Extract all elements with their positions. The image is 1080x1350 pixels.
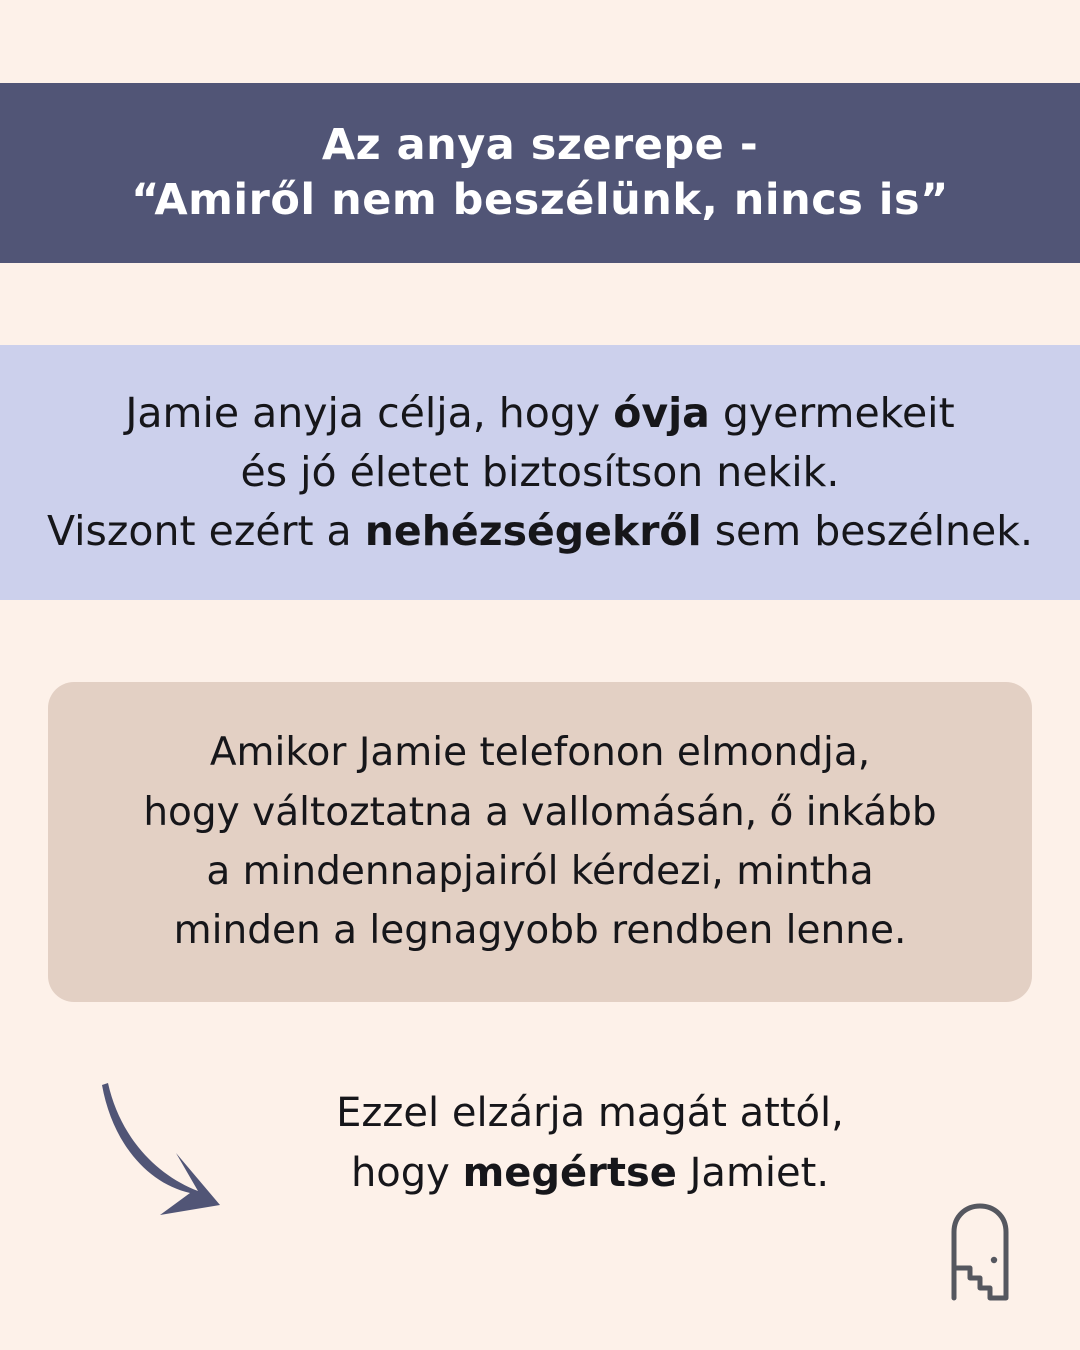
conclusion-block	[0, 1075, 1080, 1235]
statement-line-1: Jamie anyja célja, hogy óvja gyermekeit	[125, 388, 955, 437]
statement-line-3: Viszont ezért a nehézségekről sem beszélnek.	[47, 507, 1033, 556]
header-title-line-2: “Amiről nem beszélünk, nincs is”	[131, 175, 949, 225]
quote-card	[48, 682, 1032, 1002]
door-outline-logo	[946, 1202, 1018, 1302]
conclusion-line-2: hogy megértse Jamiet.	[350, 1150, 830, 1196]
quote-line-3: a mindennapjairól kérdezi, mintha	[206, 849, 874, 894]
conclusion-line-1: Ezzel elzárja magát attól,	[336, 1090, 844, 1136]
quote-line-2: hogy változtatna a vallomásán, ő inkább	[143, 789, 937, 835]
header-band	[0, 83, 1080, 263]
statement-band	[0, 345, 1080, 600]
statement-line-2: és jó életet biztosítson nekik.	[240, 447, 840, 496]
quote-line-4: minden a legnagyobb rendben lenne.	[173, 908, 907, 954]
conclusion-text	[240, 1083, 940, 1203]
curved-down-arrow-icon	[98, 1075, 228, 1225]
header-title-line-1: Az anya szerepe -	[321, 119, 759, 170]
quote-line-1: Amikor Jamie telefonon elmondja,	[209, 730, 871, 776]
